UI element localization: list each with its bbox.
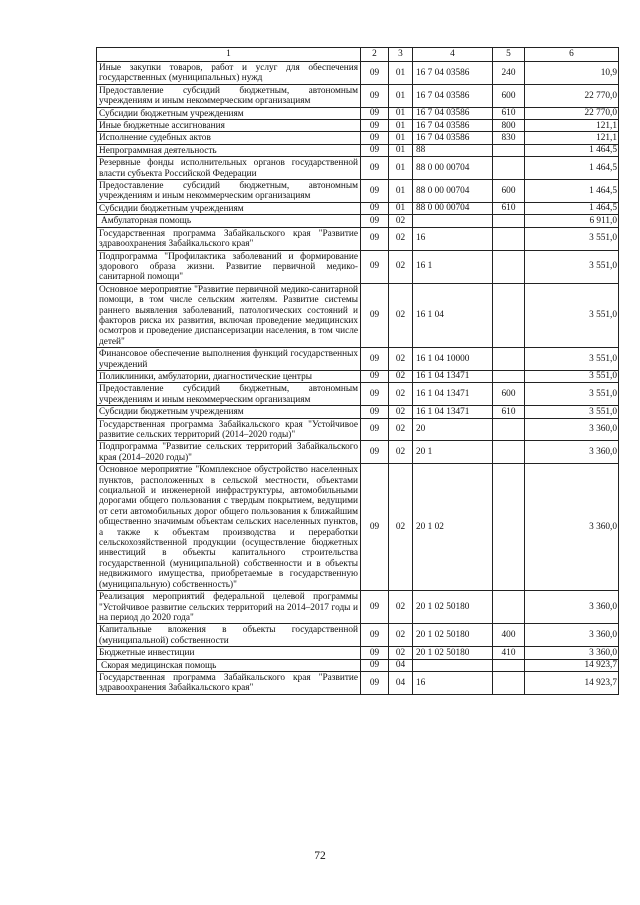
- row-section-cell: 09: [361, 250, 389, 283]
- row-target-article-cell: 20 1 02 50180: [413, 624, 493, 647]
- table-row: [97, 250, 619, 283]
- header-cell-name: 1: [97, 48, 361, 62]
- row-section-cell: 09: [361, 624, 389, 647]
- row-name-cell: Подпрограмма "Профилактика заболеваний и формирование здорового образа жизни. Развитие первичной медико-санитарной помощи": [97, 250, 361, 283]
- row-subsection-cell: 01: [389, 157, 413, 180]
- row-amount-cell: 10,9: [525, 62, 619, 85]
- row-amount-cell: 3 360,0: [525, 624, 619, 647]
- row-expense-type-cell: 610: [493, 406, 525, 418]
- row-name-cell: Исполнение судебных актов: [97, 132, 361, 144]
- header-cell-section: 2: [361, 48, 389, 62]
- row-name-cell: Амбулаторная помощь: [97, 215, 361, 227]
- row-name-cell: Основное мероприятие "Комплексное обустройство населенных пунктов, расположенных в сельской местности, объектами социальной и инженерной инфраструктуры, автомобильными дорогами общего пользования с твердым покрытием, ведущими от сети автомобильных дорог общего пользования к ближайшим общественно значимым объектам сельских населенных пунктов, а также к объектам производства и переработки сельскохозяйственной продукции (осуществление бюджетных инвестиций в объекты капитального строительства государственной (муниципальной) собственности и в объекты недвижимого имущества, приобретаемые в государственную (муниципальную) собственность)": [97, 464, 361, 591]
- row-amount-cell: 1 464,5: [525, 180, 619, 203]
- table-row: [97, 227, 619, 250]
- table-row: [97, 624, 619, 647]
- row-expense-type-cell: [493, 591, 525, 624]
- row-amount-cell: 3 551,0: [525, 283, 619, 347]
- row-expense-type-cell: 830: [493, 132, 525, 144]
- table-row: [97, 383, 619, 406]
- table-row: [97, 180, 619, 203]
- row-amount-cell: 3 551,0: [525, 383, 619, 406]
- table-row: [97, 441, 619, 464]
- row-section-cell: 09: [361, 383, 389, 406]
- row-name-cell: Финансовое обеспечение выполнения функций государственных учреждений: [97, 348, 361, 371]
- row-amount-cell: 22 770,0: [525, 84, 619, 107]
- row-expense-type-cell: 600: [493, 383, 525, 406]
- row-expense-type-cell: [493, 250, 525, 283]
- row-amount-cell: 1 464,5: [525, 202, 619, 214]
- row-name-cell: Государственная программа Забайкальского края "Устойчивое развитие сельских территорий (2014–2020 годы)": [97, 418, 361, 441]
- table-row: [97, 215, 619, 227]
- table-row: [97, 370, 619, 382]
- row-subsection-cell: 02: [389, 283, 413, 347]
- row-expense-type-cell: 610: [493, 202, 525, 214]
- row-section-cell: 09: [361, 441, 389, 464]
- row-subsection-cell: 01: [389, 132, 413, 144]
- row-amount-cell: 3 551,0: [525, 250, 619, 283]
- table-row: [97, 84, 619, 107]
- row-name-cell: Резервные фонды исполнительных органов государственной власти субъекта Российской Федерации: [97, 157, 361, 180]
- row-name-cell: Подпрограмма "Развитие сельских территорий Забайкальского края (2014–2020 годы)": [97, 441, 361, 464]
- row-target-article-cell: 16 1 04 13471: [413, 370, 493, 382]
- row-target-article-cell: 88 0 00 00704: [413, 180, 493, 203]
- page-number: 72: [314, 850, 326, 862]
- row-subsection-cell: 04: [389, 659, 413, 671]
- row-expense-type-cell: [493, 215, 525, 227]
- row-target-article-cell: 16: [413, 671, 493, 694]
- row-subsection-cell: 02: [389, 370, 413, 382]
- row-target-article-cell: 20 1 02: [413, 464, 493, 591]
- row-expense-type-cell: [493, 144, 525, 156]
- row-subsection-cell: 01: [389, 180, 413, 203]
- row-section-cell: 09: [361, 370, 389, 382]
- header-cell-target-article: 4: [413, 48, 493, 62]
- row-name-cell: Иные закупки товаров, работ и услуг для обеспечения государственных (муниципальных) нужд: [97, 62, 361, 85]
- header-cell-expense-type: 5: [493, 48, 525, 62]
- row-subsection-cell: 04: [389, 671, 413, 694]
- row-section-cell: 09: [361, 406, 389, 418]
- row-target-article-cell: 16 7 04 03586: [413, 62, 493, 85]
- row-section-cell: 09: [361, 591, 389, 624]
- row-name-cell: Скорая медицинская помощь: [97, 659, 361, 671]
- row-subsection-cell: 02: [389, 418, 413, 441]
- row-section-cell: 09: [361, 418, 389, 441]
- row-section-cell: 09: [361, 202, 389, 214]
- row-amount-cell: 3 360,0: [525, 418, 619, 441]
- row-name-cell: Капитальные вложения в объекты государственной (муниципальной) собственности: [97, 624, 361, 647]
- row-amount-cell: 3 551,0: [525, 348, 619, 371]
- row-target-article-cell: 20: [413, 418, 493, 441]
- row-expense-type-cell: [493, 671, 525, 694]
- row-target-article-cell: [413, 215, 493, 227]
- row-subsection-cell: 02: [389, 441, 413, 464]
- row-expense-type-cell: [493, 418, 525, 441]
- table-row: [97, 591, 619, 624]
- row-name-cell: Реализация мероприятий федеральной целевой программы "Устойчивое развитие сельских территорий на 2014–2017 годы и на период до 2020 года": [97, 591, 361, 624]
- row-subsection-cell: 02: [389, 250, 413, 283]
- row-amount-cell: 121,1: [525, 132, 619, 144]
- row-section-cell: 09: [361, 132, 389, 144]
- row-target-article-cell: 88: [413, 144, 493, 156]
- table-row: [97, 406, 619, 418]
- table-row: [97, 144, 619, 156]
- row-expense-type-cell: [493, 157, 525, 180]
- row-section-cell: 09: [361, 157, 389, 180]
- row-subsection-cell: 01: [389, 120, 413, 132]
- row-expense-type-cell: [493, 441, 525, 464]
- row-subsection-cell: 02: [389, 647, 413, 659]
- table-row: [97, 671, 619, 694]
- row-expense-type-cell: 600: [493, 84, 525, 107]
- row-expense-type-cell: 400: [493, 624, 525, 647]
- row-subsection-cell: 01: [389, 202, 413, 214]
- row-subsection-cell: 02: [389, 624, 413, 647]
- table-body: [97, 62, 619, 695]
- row-amount-cell: 6 911,0: [525, 215, 619, 227]
- row-name-cell: Непрограммная деятельность: [97, 144, 361, 156]
- row-amount-cell: 14 923,7: [525, 671, 619, 694]
- row-amount-cell: 3 360,0: [525, 647, 619, 659]
- table-row: [97, 120, 619, 132]
- row-target-article-cell: 16 1 04 13471: [413, 406, 493, 418]
- row-name-cell: Иные бюджетные ассигнования: [97, 120, 361, 132]
- row-amount-cell: 3 360,0: [525, 441, 619, 464]
- row-amount-cell: 3 551,0: [525, 227, 619, 250]
- header-row: [97, 48, 619, 62]
- row-amount-cell: 1 464,5: [525, 157, 619, 180]
- header-cell-subsection: 3: [389, 48, 413, 62]
- row-subsection-cell: 01: [389, 107, 413, 119]
- row-amount-cell: 1 464,5: [525, 144, 619, 156]
- row-name-cell: Предоставление субсидий бюджетным, автономным учреждениям и иным некоммерческим организациям: [97, 180, 361, 203]
- row-section-cell: 09: [361, 180, 389, 203]
- table-row: [97, 157, 619, 180]
- row-expense-type-cell: [493, 283, 525, 347]
- table-row: [97, 348, 619, 371]
- row-expense-type-cell: [493, 370, 525, 382]
- row-amount-cell: 121,1: [525, 120, 619, 132]
- row-section-cell: 09: [361, 283, 389, 347]
- row-target-article-cell: 88 0 00 00704: [413, 202, 493, 214]
- row-target-article-cell: 20 1: [413, 441, 493, 464]
- row-name-cell: Субсидии бюджетным учреждениям: [97, 202, 361, 214]
- table-row: [97, 62, 619, 85]
- row-name-cell: Основное мероприятие "Развитие первичной медико-санитарной помощи, в том числе сельским жителям. Развитие системы раннего выявления заболеваний, патологических состояний и факторов риска их развития, включая проведение медицинских осмотров и проведение диспансеризации населения, в том числе детей": [97, 283, 361, 347]
- table-row: [97, 464, 619, 591]
- row-name-cell: Поликлиники, амбулатории, диагностические центры: [97, 370, 361, 382]
- row-section-cell: 09: [361, 227, 389, 250]
- row-target-article-cell: [413, 659, 493, 671]
- table-row: [97, 659, 619, 671]
- row-section-cell: 09: [361, 464, 389, 591]
- row-target-article-cell: 16: [413, 227, 493, 250]
- row-section-cell: 09: [361, 659, 389, 671]
- row-name-cell: Государственная программа Забайкальского края "Развитие здравоохранения Забайкальского края": [97, 671, 361, 694]
- row-name-cell: Бюджетные инвестиции: [97, 647, 361, 659]
- row-amount-cell: 22 770,0: [525, 107, 619, 119]
- table-row: [97, 283, 619, 347]
- row-amount-cell: 3 551,0: [525, 406, 619, 418]
- row-expense-type-cell: [493, 227, 525, 250]
- row-subsection-cell: 01: [389, 144, 413, 156]
- row-name-cell: Субсидии бюджетным учреждениям: [97, 107, 361, 119]
- row-target-article-cell: 20 1 02 50180: [413, 647, 493, 659]
- header-cell-amount: 6: [525, 48, 619, 62]
- row-section-cell: 09: [361, 144, 389, 156]
- table-row: [97, 647, 619, 659]
- row-target-article-cell: 16 7 04 03586: [413, 120, 493, 132]
- row-target-article-cell: 16 1 04 13471: [413, 383, 493, 406]
- row-name-cell: Предоставление субсидий бюджетным, автономным учреждениям и иным некоммерческим организациям: [97, 383, 361, 406]
- row-expense-type-cell: 600: [493, 180, 525, 203]
- row-section-cell: 09: [361, 348, 389, 371]
- row-expense-type-cell: [493, 464, 525, 591]
- table-row: [97, 107, 619, 119]
- row-target-article-cell: 16 1 04 10000: [413, 348, 493, 371]
- row-amount-cell: 3 551,0: [525, 370, 619, 382]
- row-expense-type-cell: 410: [493, 647, 525, 659]
- row-section-cell: 09: [361, 84, 389, 107]
- row-expense-type-cell: 610: [493, 107, 525, 119]
- row-target-article-cell: 16 1: [413, 250, 493, 283]
- row-name-cell: Субсидии бюджетным учреждениям: [97, 406, 361, 418]
- row-target-article-cell: 16 7 04 03586: [413, 107, 493, 119]
- row-subsection-cell: 02: [389, 348, 413, 371]
- row-amount-cell: 3 360,0: [525, 464, 619, 591]
- row-target-article-cell: 88 0 00 00704: [413, 157, 493, 180]
- row-expense-type-cell: 800: [493, 120, 525, 132]
- table-row: [97, 202, 619, 214]
- row-target-article-cell: 16 7 04 03586: [413, 84, 493, 107]
- row-subsection-cell: 01: [389, 62, 413, 85]
- row-name-cell: Государственная программа Забайкальского края "Развитие здравоохранения Забайкальского края": [97, 227, 361, 250]
- row-subsection-cell: 02: [389, 464, 413, 591]
- row-expense-type-cell: 240: [493, 62, 525, 85]
- row-amount-cell: 3 360,0: [525, 591, 619, 624]
- row-section-cell: 09: [361, 671, 389, 694]
- row-name-cell: Предоставление субсидий бюджетным, автономным учреждениям и иным некоммерческим организациям: [97, 84, 361, 107]
- row-section-cell: 09: [361, 647, 389, 659]
- row-section-cell: 09: [361, 107, 389, 119]
- row-target-article-cell: 16 7 04 03586: [413, 132, 493, 144]
- row-target-article-cell: 20 1 02 50180: [413, 591, 493, 624]
- row-subsection-cell: 02: [389, 591, 413, 624]
- row-subsection-cell: 02: [389, 215, 413, 227]
- row-target-article-cell: 16 1 04: [413, 283, 493, 347]
- row-subsection-cell: 02: [389, 406, 413, 418]
- row-section-cell: 09: [361, 215, 389, 227]
- row-subsection-cell: 01: [389, 84, 413, 107]
- row-expense-type-cell: [493, 659, 525, 671]
- table-row: [97, 132, 619, 144]
- row-section-cell: 09: [361, 62, 389, 85]
- row-section-cell: 09: [361, 120, 389, 132]
- budget-table: [96, 47, 619, 695]
- table-row: [97, 418, 619, 441]
- row-subsection-cell: 02: [389, 227, 413, 250]
- row-expense-type-cell: [493, 348, 525, 371]
- row-subsection-cell: 02: [389, 383, 413, 406]
- budget-document: [96, 47, 618, 695]
- row-amount-cell: 14 923,7: [525, 659, 619, 671]
